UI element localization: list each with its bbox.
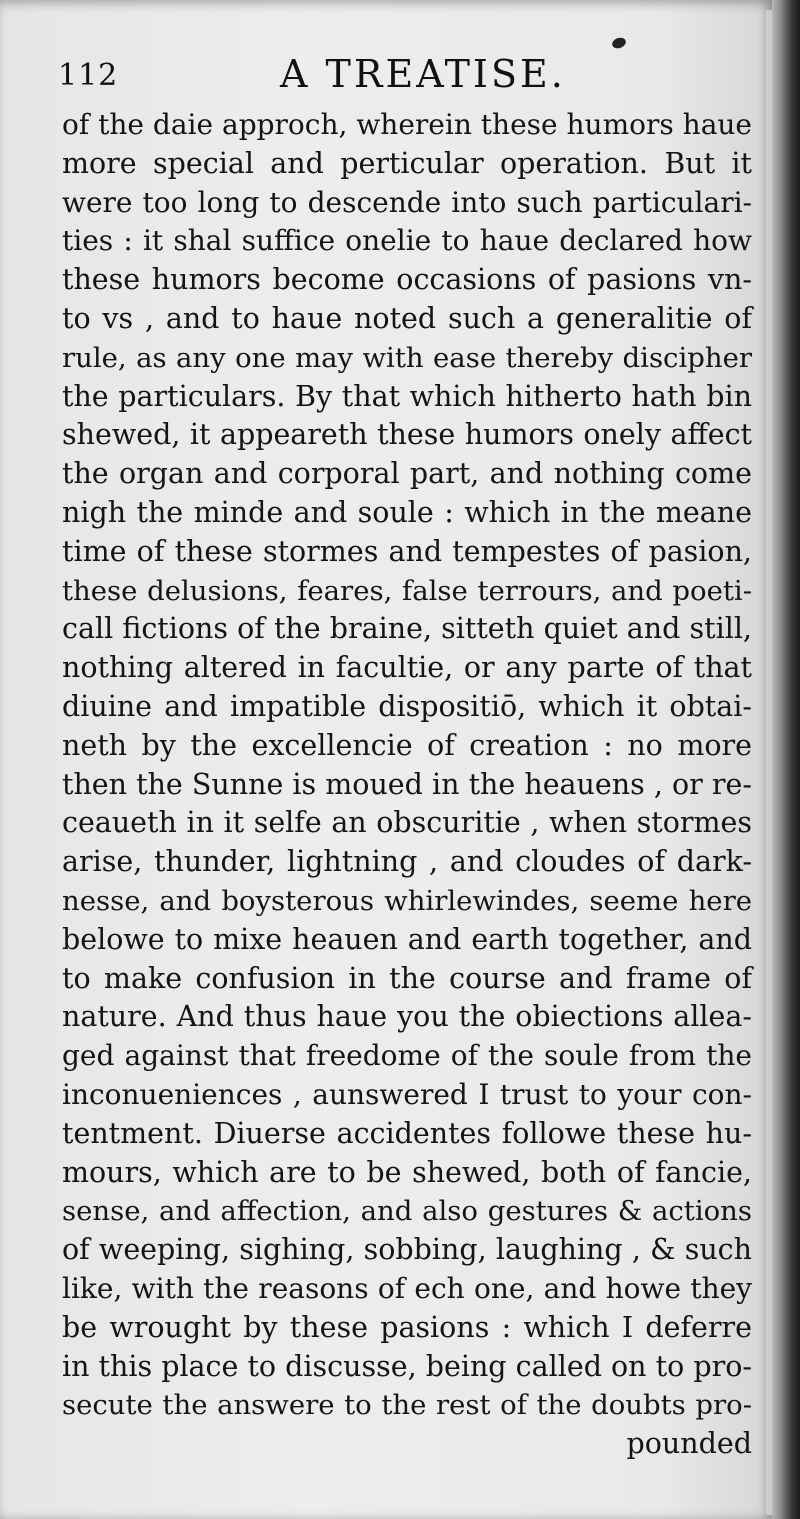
text-line: tentment. Diuerse accidentes followe these hu-	[62, 1116, 752, 1150]
text-line: nature. And thus haue you the obiections allea-	[62, 1000, 752, 1034]
text-line: nesse, and boysterous whirlewindes, seeme here	[62, 884, 752, 917]
text-line: the organ and corporal part, and nothing come	[62, 457, 752, 491]
text-line: inconueniences , aunswered I trust to your con-	[62, 1077, 752, 1111]
text-line: call fictions of the braine, sitteth quiet and still,	[62, 612, 752, 646]
page-header	[58, 52, 758, 100]
text-line: nothing altered in facultie, or any parte of that	[62, 651, 752, 685]
text-line: nigh the minde and soule : which in the meane	[62, 495, 752, 529]
text-line: in this place to discusse, being called on to pro-	[62, 1349, 752, 1383]
text-line: these humors become occasions of pasions vn-	[62, 263, 752, 297]
text-line: belowe to mixe heauen and earth together, and	[62, 922, 752, 956]
text-line: were too long to descende into such particulari-	[62, 185, 752, 219]
running-head: A TREATISE.	[280, 52, 566, 96]
body-text	[62, 106, 752, 1464]
text-line: sense, and affection, and also gestures & actions	[62, 1195, 752, 1228]
text-line: these delusions, feares, false terrours, and poeti-	[62, 574, 752, 607]
book-spine	[772, 0, 800, 1519]
text-line: shewed, it appeareth these humors onely affect	[62, 418, 752, 452]
text-line: to make confusion in the course and frame of	[62, 961, 752, 995]
ink-blot	[611, 36, 628, 50]
text-line: arise, thunder, lightning , and cloudes of dark-	[62, 845, 752, 879]
text-line: the particulars. By that which hitherto hath bin	[62, 379, 752, 413]
text-line: more special and perticular operation. But it	[62, 146, 752, 180]
text-line: of weeping, sighing, sobbing, laughing , & such	[62, 1233, 752, 1267]
text-line: like, with the reasons of ech one, and howe they	[62, 1271, 752, 1305]
text-line: mours, which are to be shewed, both of fancie,	[62, 1155, 752, 1189]
text-line: then the Sunne is moued in the heauens , or re-	[62, 767, 752, 801]
text-line: of the daie approch, wherein these humors haue	[62, 108, 752, 141]
text-line: neth by the excellencie of creation : no more	[62, 728, 752, 762]
text-line: to vs , and to haue noted such a generalitie of	[62, 301, 752, 335]
text-line: secute the answere to the rest of the doubts pro-	[62, 1389, 752, 1422]
text-line: ged against that freedome of the soule from the	[62, 1039, 752, 1073]
text-line: time of these stormes and tempestes of pasion,	[62, 534, 752, 568]
text-line: ties : it shal suffice onelie to haue declared how	[62, 224, 752, 258]
page-number: 112	[58, 58, 119, 93]
text-line: be wrought by these pasions : which I deferre	[62, 1310, 752, 1344]
catchword: pounded	[626, 1427, 752, 1461]
text-line: rule, as any one may with ease thereby discipher	[62, 341, 752, 374]
text-line: ceaueth in it selfe an obscuritie , when stormes	[62, 806, 752, 840]
text-line: diuine and impatible dispositiō, which it obtai-	[62, 689, 752, 723]
